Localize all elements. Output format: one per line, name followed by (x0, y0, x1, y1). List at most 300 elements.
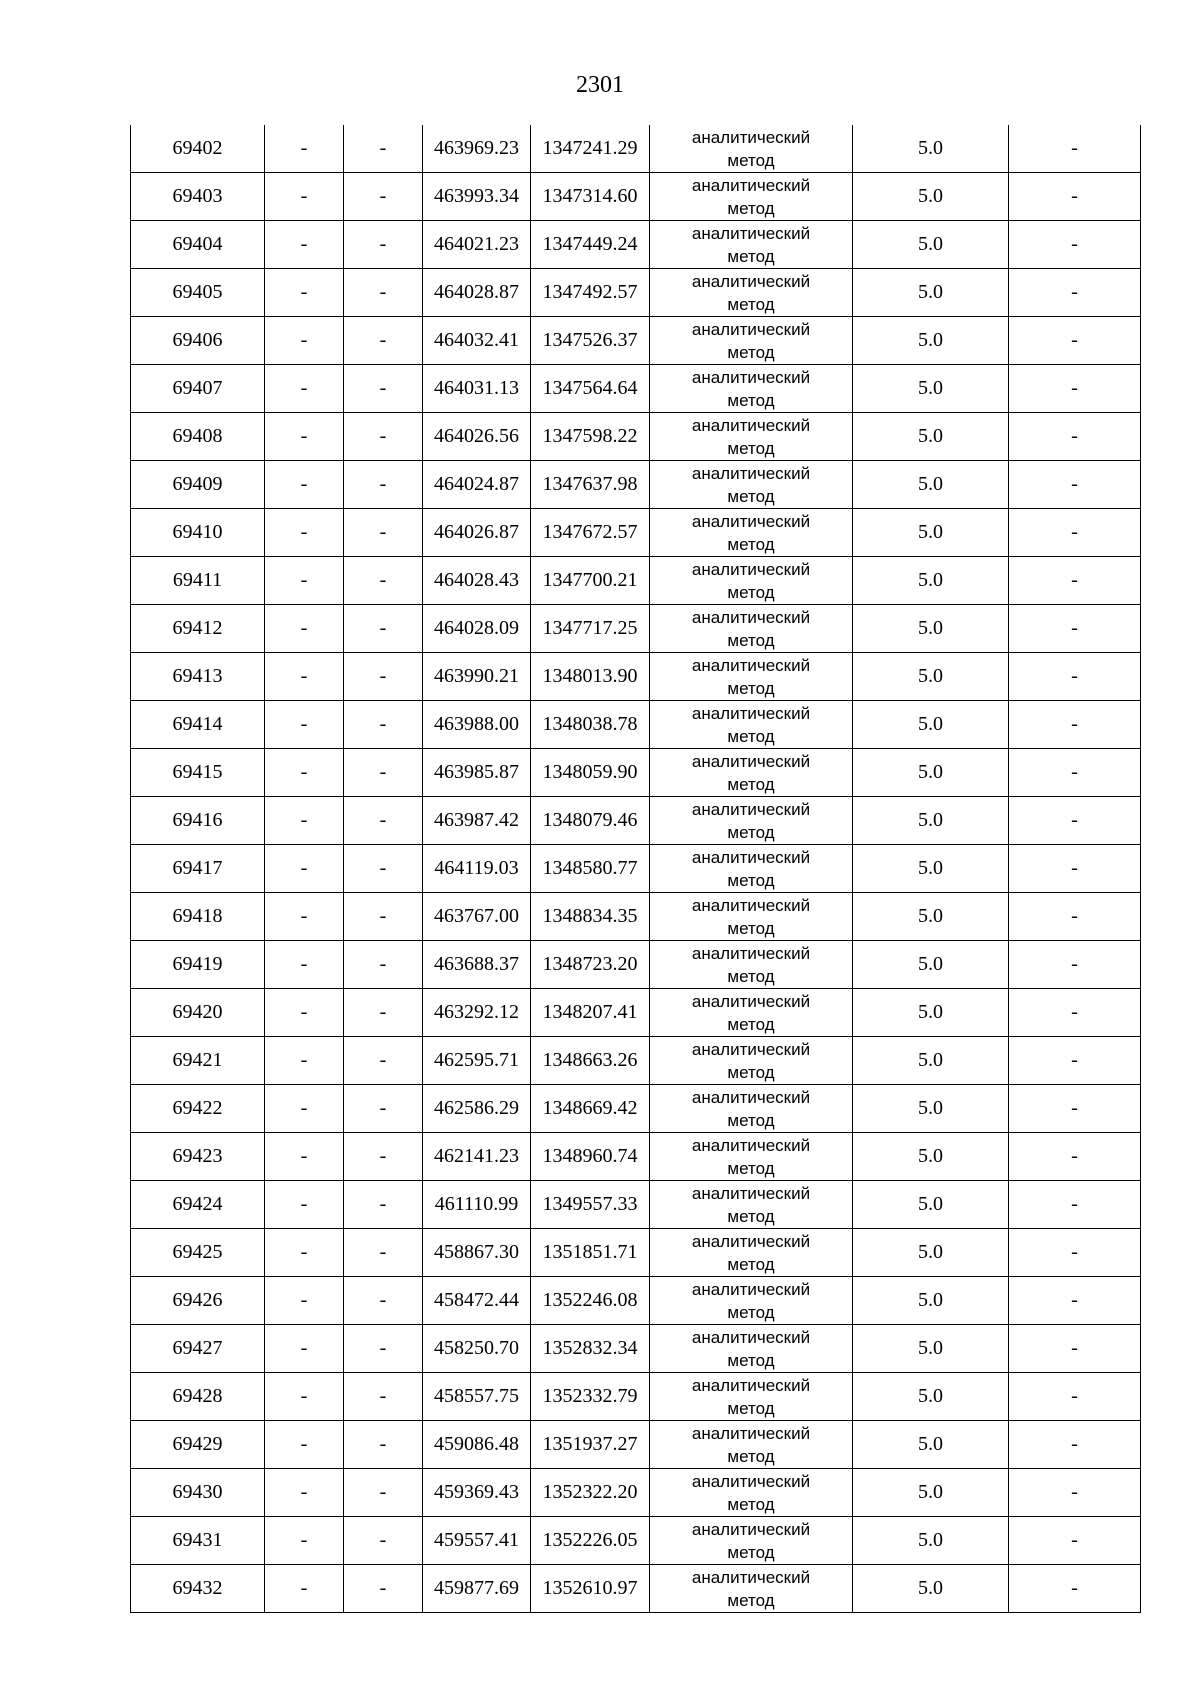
y-coordinate-cell: 1348669.42 (531, 1085, 650, 1133)
method-cell (650, 749, 853, 797)
y-coordinate-cell: 1347598.22 (531, 413, 650, 461)
x-coordinate-cell: 458250.70 (423, 1325, 531, 1373)
empty-dash-cell: - (1009, 701, 1141, 749)
empty-dash-cell: - (265, 509, 344, 557)
empty-dash-cell: - (344, 365, 423, 413)
method-cell (650, 701, 853, 749)
empty-dash-cell: - (265, 365, 344, 413)
x-coordinate-cell: 459877.69 (423, 1565, 531, 1613)
method-line-1: аналитический (691, 511, 811, 531)
empty-dash-cell: - (265, 221, 344, 269)
empty-dash-cell: - (265, 317, 344, 365)
x-coordinate-cell: 463688.37 (423, 941, 531, 989)
method-line-1: аналитический (691, 1135, 811, 1155)
point-number-cell: 69427 (131, 1325, 265, 1373)
accuracy-value-cell: 5.0 (853, 365, 1009, 413)
y-coordinate-cell: 1352246.08 (531, 1277, 650, 1325)
x-coordinate-cell: 458867.30 (423, 1229, 531, 1277)
method-line-1: аналитический (691, 1279, 811, 1299)
method-line-1: аналитический (691, 1039, 811, 1059)
method-line-1: аналитический (691, 1471, 811, 1491)
x-coordinate-cell: 461110.99 (423, 1181, 531, 1229)
method-cell (650, 797, 853, 845)
accuracy-value-cell: 5.0 (853, 221, 1009, 269)
empty-dash-cell: - (265, 125, 344, 173)
empty-dash-cell: - (344, 1565, 423, 1613)
method-line-2: метод (727, 342, 775, 362)
empty-dash-cell: - (344, 125, 423, 173)
method-cell (650, 941, 853, 989)
table-row (131, 461, 1141, 509)
accuracy-value-cell: 5.0 (853, 1181, 1009, 1229)
point-number-cell: 69428 (131, 1373, 265, 1421)
table-row (131, 1421, 1141, 1469)
method-line-2: метод (727, 1110, 775, 1130)
method-line-1: аналитический (691, 847, 811, 867)
x-coordinate-cell: 459557.41 (423, 1517, 531, 1565)
x-coordinate-cell: 458472.44 (423, 1277, 531, 1325)
accuracy-value-cell: 5.0 (853, 605, 1009, 653)
empty-dash-cell: - (265, 1037, 344, 1085)
empty-dash-cell: - (344, 1181, 423, 1229)
y-coordinate-cell: 1352332.79 (531, 1373, 650, 1421)
point-number-cell: 69416 (131, 797, 265, 845)
empty-dash-cell: - (344, 509, 423, 557)
empty-dash-cell: - (344, 557, 423, 605)
method-line-1: аналитический (691, 1231, 811, 1251)
empty-dash-cell: - (344, 1133, 423, 1181)
empty-dash-cell: - (265, 845, 344, 893)
table-row (131, 1229, 1141, 1277)
method-line-1: аналитический (691, 1519, 811, 1539)
table-row (131, 1085, 1141, 1133)
y-coordinate-cell: 1347717.25 (531, 605, 650, 653)
empty-dash-cell: - (265, 653, 344, 701)
method-cell (650, 1229, 853, 1277)
y-coordinate-cell: 1352226.05 (531, 1517, 650, 1565)
table-row (131, 221, 1141, 269)
empty-dash-cell: - (1009, 1565, 1141, 1613)
point-number-cell: 69404 (131, 221, 265, 269)
method-line-1: аналитический (691, 943, 811, 963)
empty-dash-cell: - (1009, 605, 1141, 653)
method-line-2: метод (727, 1350, 775, 1370)
method-cell (650, 845, 853, 893)
y-coordinate-cell: 1347526.37 (531, 317, 650, 365)
empty-dash-cell: - (344, 797, 423, 845)
point-number-cell: 69411 (131, 557, 265, 605)
y-coordinate-cell: 1347672.57 (531, 509, 650, 557)
y-coordinate-cell: 1347637.98 (531, 461, 650, 509)
method-line-1: аналитический (691, 367, 811, 387)
accuracy-value-cell: 5.0 (853, 1469, 1009, 1517)
empty-dash-cell: - (344, 605, 423, 653)
empty-dash-cell: - (265, 413, 344, 461)
method-line-2: метод (727, 630, 775, 650)
point-number-cell: 69431 (131, 1517, 265, 1565)
empty-dash-cell: - (344, 1085, 423, 1133)
page-number: 2301 (576, 72, 624, 98)
table-row (131, 1469, 1141, 1517)
y-coordinate-cell: 1352832.34 (531, 1325, 650, 1373)
accuracy-value-cell: 5.0 (853, 1565, 1009, 1613)
method-cell (650, 1037, 853, 1085)
point-number-cell: 69406 (131, 317, 265, 365)
table-row (131, 1373, 1141, 1421)
method-line-2: метод (727, 486, 775, 506)
method-cell (650, 1277, 853, 1325)
table-row (131, 989, 1141, 1037)
point-number-cell: 69409 (131, 461, 265, 509)
point-number-cell: 69423 (131, 1133, 265, 1181)
y-coordinate-cell: 1348059.90 (531, 749, 650, 797)
x-coordinate-cell: 462141.23 (423, 1133, 531, 1181)
point-number-cell: 69402 (131, 125, 265, 173)
empty-dash-cell: - (265, 1325, 344, 1373)
accuracy-value-cell: 5.0 (853, 1373, 1009, 1421)
point-number-cell: 69407 (131, 365, 265, 413)
method-line-2: метод (727, 1590, 775, 1610)
point-number-cell: 69414 (131, 701, 265, 749)
point-number-cell: 69415 (131, 749, 265, 797)
y-coordinate-cell: 1348079.46 (531, 797, 650, 845)
method-line-1: аналитический (691, 127, 811, 147)
y-coordinate-cell: 1348207.41 (531, 989, 650, 1037)
empty-dash-cell: - (1009, 317, 1141, 365)
table-row (131, 1133, 1141, 1181)
method-cell (650, 1565, 853, 1613)
accuracy-value-cell: 5.0 (853, 797, 1009, 845)
empty-dash-cell: - (344, 1469, 423, 1517)
method-line-2: метод (727, 534, 775, 554)
empty-dash-cell: - (265, 461, 344, 509)
empty-dash-cell: - (1009, 1229, 1141, 1277)
method-line-1: аналитический (691, 415, 811, 435)
method-line-2: метод (727, 150, 775, 170)
x-coordinate-cell: 463987.42 (423, 797, 531, 845)
method-line-2: метод (727, 390, 775, 410)
x-coordinate-cell: 464028.09 (423, 605, 531, 653)
x-coordinate-cell: 464021.23 (423, 221, 531, 269)
method-line-2: метод (727, 726, 775, 746)
method-cell (650, 605, 853, 653)
empty-dash-cell: - (344, 653, 423, 701)
table-row (131, 845, 1141, 893)
y-coordinate-cell: 1347241.29 (531, 125, 650, 173)
table-row (131, 1277, 1141, 1325)
y-coordinate-cell: 1348038.78 (531, 701, 650, 749)
empty-dash-cell: - (265, 941, 344, 989)
empty-dash-cell: - (265, 1085, 344, 1133)
empty-dash-cell: - (1009, 1133, 1141, 1181)
method-cell (650, 509, 853, 557)
empty-dash-cell: - (344, 845, 423, 893)
empty-dash-cell: - (344, 269, 423, 317)
method-cell (650, 1469, 853, 1517)
method-line-2: метод (727, 1398, 775, 1418)
empty-dash-cell: - (344, 1277, 423, 1325)
accuracy-value-cell: 5.0 (853, 125, 1009, 173)
empty-dash-cell: - (265, 989, 344, 1037)
accuracy-value-cell: 5.0 (853, 1229, 1009, 1277)
empty-dash-cell: - (344, 1373, 423, 1421)
accuracy-value-cell: 5.0 (853, 1037, 1009, 1085)
empty-dash-cell: - (265, 1181, 344, 1229)
x-coordinate-cell: 463292.12 (423, 989, 531, 1037)
y-coordinate-cell: 1347449.24 (531, 221, 650, 269)
table-row (131, 605, 1141, 653)
empty-dash-cell: - (265, 1133, 344, 1181)
y-coordinate-cell: 1347700.21 (531, 557, 650, 605)
x-coordinate-cell: 462586.29 (423, 1085, 531, 1133)
point-number-cell: 69412 (131, 605, 265, 653)
y-coordinate-cell: 1351851.71 (531, 1229, 650, 1277)
method-line-1: аналитический (691, 799, 811, 819)
accuracy-value-cell: 5.0 (853, 701, 1009, 749)
table-row (131, 797, 1141, 845)
empty-dash-cell: - (1009, 1469, 1141, 1517)
empty-dash-cell: - (1009, 797, 1141, 845)
accuracy-value-cell: 5.0 (853, 1277, 1009, 1325)
point-number-cell: 69422 (131, 1085, 265, 1133)
accuracy-value-cell: 5.0 (853, 269, 1009, 317)
y-coordinate-cell: 1351937.27 (531, 1421, 650, 1469)
method-line-2: метод (727, 294, 775, 314)
table-row (131, 1565, 1141, 1613)
method-line-1: аналитический (691, 1327, 811, 1347)
empty-dash-cell: - (1009, 221, 1141, 269)
x-coordinate-cell: 463767.00 (423, 893, 531, 941)
empty-dash-cell: - (1009, 1421, 1141, 1469)
method-line-1: аналитический (691, 895, 811, 915)
method-line-1: аналитический (691, 271, 811, 291)
empty-dash-cell: - (1009, 125, 1141, 173)
x-coordinate-cell: 459369.43 (423, 1469, 531, 1517)
y-coordinate-cell: 1348834.35 (531, 893, 650, 941)
empty-dash-cell: - (344, 413, 423, 461)
x-coordinate-cell: 462595.71 (423, 1037, 531, 1085)
table-row (131, 893, 1141, 941)
accuracy-value-cell: 5.0 (853, 1085, 1009, 1133)
method-line-2: метод (727, 822, 775, 842)
table-row (131, 269, 1141, 317)
point-number-cell: 69421 (131, 1037, 265, 1085)
empty-dash-cell: - (344, 701, 423, 749)
empty-dash-cell: - (265, 1229, 344, 1277)
empty-dash-cell: - (1009, 749, 1141, 797)
empty-dash-cell: - (1009, 1277, 1141, 1325)
method-cell (650, 653, 853, 701)
empty-dash-cell: - (1009, 1181, 1141, 1229)
empty-dash-cell: - (344, 173, 423, 221)
empty-dash-cell: - (344, 1229, 423, 1277)
accuracy-value-cell: 5.0 (853, 1133, 1009, 1181)
empty-dash-cell: - (1009, 557, 1141, 605)
method-line-1: аналитический (691, 1375, 811, 1395)
accuracy-value-cell: 5.0 (853, 557, 1009, 605)
accuracy-value-cell: 5.0 (853, 653, 1009, 701)
y-coordinate-cell: 1348723.20 (531, 941, 650, 989)
x-coordinate-cell: 464028.87 (423, 269, 531, 317)
table-row (131, 509, 1141, 557)
method-cell (650, 125, 853, 173)
method-cell (650, 461, 853, 509)
empty-dash-cell: - (344, 989, 423, 1037)
table-row (131, 941, 1141, 989)
accuracy-value-cell: 5.0 (853, 509, 1009, 557)
empty-dash-cell: - (1009, 413, 1141, 461)
method-line-2: метод (727, 1014, 775, 1034)
table-row (131, 1181, 1141, 1229)
method-line-1: аналитический (691, 319, 811, 339)
method-cell (650, 1085, 853, 1133)
point-number-cell: 69430 (131, 1469, 265, 1517)
accuracy-value-cell: 5.0 (853, 461, 1009, 509)
point-number-cell: 69418 (131, 893, 265, 941)
accuracy-value-cell: 5.0 (853, 845, 1009, 893)
table-row (131, 173, 1141, 221)
empty-dash-cell: - (265, 701, 344, 749)
x-coordinate-cell: 464031.13 (423, 365, 531, 413)
empty-dash-cell: - (1009, 1085, 1141, 1133)
method-cell (650, 1181, 853, 1229)
x-coordinate-cell: 464026.87 (423, 509, 531, 557)
empty-dash-cell: - (265, 1517, 344, 1565)
accuracy-value-cell: 5.0 (853, 1517, 1009, 1565)
table-body (131, 125, 1141, 1613)
empty-dash-cell: - (1009, 1037, 1141, 1085)
empty-dash-cell: - (265, 893, 344, 941)
accuracy-value-cell: 5.0 (853, 1325, 1009, 1373)
empty-dash-cell: - (344, 1037, 423, 1085)
x-coordinate-cell: 464024.87 (423, 461, 531, 509)
table-row (131, 701, 1141, 749)
method-cell (650, 269, 853, 317)
empty-dash-cell: - (1009, 1517, 1141, 1565)
empty-dash-cell: - (1009, 1325, 1141, 1373)
method-line-2: метод (727, 1158, 775, 1178)
method-cell (650, 1325, 853, 1373)
empty-dash-cell: - (265, 749, 344, 797)
method-cell (650, 1517, 853, 1565)
method-cell (650, 557, 853, 605)
x-coordinate-cell: 464028.43 (423, 557, 531, 605)
method-line-2: метод (727, 1542, 775, 1562)
table-row (131, 1325, 1141, 1373)
empty-dash-cell: - (1009, 509, 1141, 557)
accuracy-value-cell: 5.0 (853, 413, 1009, 461)
empty-dash-cell: - (1009, 653, 1141, 701)
method-cell (650, 1373, 853, 1421)
empty-dash-cell: - (265, 1565, 344, 1613)
method-line-2: метод (727, 1254, 775, 1274)
y-coordinate-cell: 1347492.57 (531, 269, 650, 317)
method-cell (650, 413, 853, 461)
method-line-1: аналитический (691, 559, 811, 579)
x-coordinate-cell: 463990.21 (423, 653, 531, 701)
table-row (131, 365, 1141, 413)
point-number-cell: 69432 (131, 1565, 265, 1613)
empty-dash-cell: - (344, 749, 423, 797)
method-cell (650, 1133, 853, 1181)
empty-dash-cell: - (265, 605, 344, 653)
method-cell (650, 221, 853, 269)
table-row (131, 1517, 1141, 1565)
method-line-1: аналитический (691, 991, 811, 1011)
method-line-2: метод (727, 678, 775, 698)
y-coordinate-cell: 1348663.26 (531, 1037, 650, 1085)
table-row (131, 125, 1141, 173)
table-row (131, 317, 1141, 365)
method-cell (650, 173, 853, 221)
empty-dash-cell: - (344, 461, 423, 509)
empty-dash-cell: - (265, 557, 344, 605)
point-number-cell: 69410 (131, 509, 265, 557)
accuracy-value-cell: 5.0 (853, 941, 1009, 989)
method-cell (650, 365, 853, 413)
y-coordinate-cell: 1348013.90 (531, 653, 650, 701)
x-coordinate-cell: 463988.00 (423, 701, 531, 749)
x-coordinate-cell: 458557.75 (423, 1373, 531, 1421)
point-number-cell: 69408 (131, 413, 265, 461)
y-coordinate-cell: 1348960.74 (531, 1133, 650, 1181)
empty-dash-cell: - (344, 221, 423, 269)
accuracy-value-cell: 5.0 (853, 173, 1009, 221)
empty-dash-cell: - (1009, 173, 1141, 221)
method-line-2: метод (727, 918, 775, 938)
y-coordinate-cell: 1352610.97 (531, 1565, 650, 1613)
empty-dash-cell: - (265, 1373, 344, 1421)
empty-dash-cell: - (1009, 989, 1141, 1037)
method-line-2: метод (727, 966, 775, 986)
y-coordinate-cell: 1349557.33 (531, 1181, 650, 1229)
point-number-cell: 69420 (131, 989, 265, 1037)
table-row (131, 1037, 1141, 1085)
y-coordinate-cell: 1347564.64 (531, 365, 650, 413)
empty-dash-cell: - (344, 1517, 423, 1565)
empty-dash-cell: - (265, 1277, 344, 1325)
empty-dash-cell: - (265, 173, 344, 221)
empty-dash-cell: - (344, 317, 423, 365)
empty-dash-cell: - (344, 893, 423, 941)
empty-dash-cell: - (265, 269, 344, 317)
point-number-cell: 69417 (131, 845, 265, 893)
table-row (131, 557, 1141, 605)
point-number-cell: 69426 (131, 1277, 265, 1325)
point-number-cell: 69424 (131, 1181, 265, 1229)
table-row (131, 749, 1141, 797)
method-line-2: метод (727, 582, 775, 602)
x-coordinate-cell: 463993.34 (423, 173, 531, 221)
empty-dash-cell: - (1009, 365, 1141, 413)
method-line-2: метод (727, 1494, 775, 1514)
method-line-1: аналитический (691, 463, 811, 483)
accuracy-value-cell: 5.0 (853, 1421, 1009, 1469)
method-cell (650, 893, 853, 941)
table-row (131, 653, 1141, 701)
x-coordinate-cell: 463985.87 (423, 749, 531, 797)
method-cell (650, 989, 853, 1037)
point-number-cell: 69425 (131, 1229, 265, 1277)
method-line-1: аналитический (691, 175, 811, 195)
empty-dash-cell: - (344, 1325, 423, 1373)
method-line-1: аналитический (691, 223, 811, 243)
method-cell (650, 1421, 853, 1469)
x-coordinate-cell: 464026.56 (423, 413, 531, 461)
method-line-2: метод (727, 1062, 775, 1082)
y-coordinate-cell: 1347314.60 (531, 173, 650, 221)
point-number-cell: 69403 (131, 173, 265, 221)
